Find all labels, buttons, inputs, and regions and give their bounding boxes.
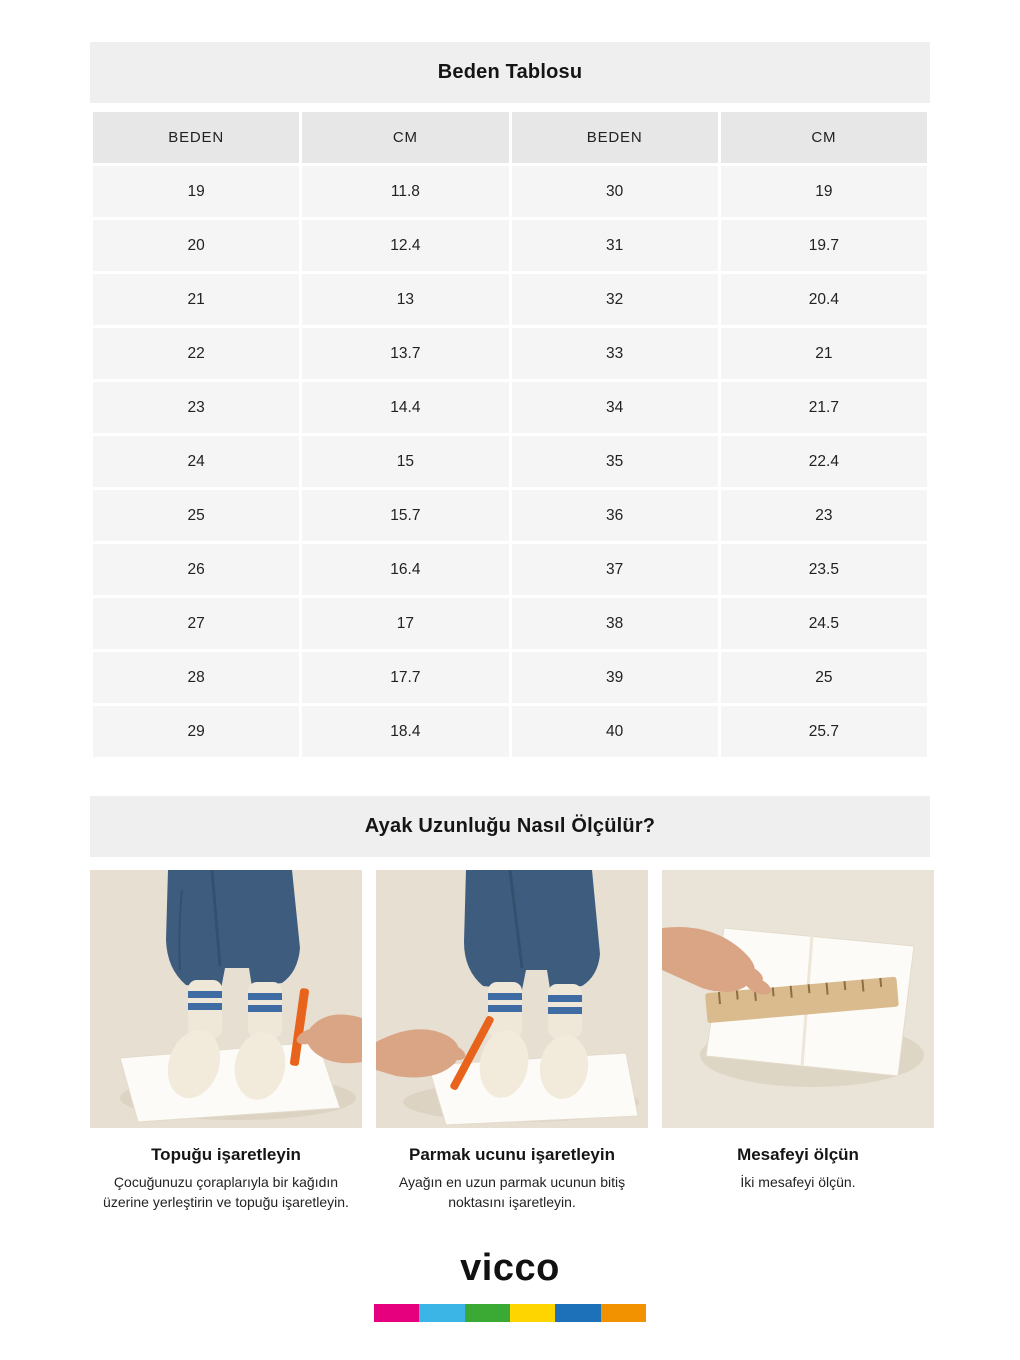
brand-color-segment xyxy=(510,1304,555,1322)
size-table-cell: 40 xyxy=(512,706,718,757)
brand-color-segment xyxy=(601,1304,646,1322)
header-beden-right: BEDEN xyxy=(512,112,718,163)
size-table-cell: 21 xyxy=(93,274,299,325)
size-table-cell: 35 xyxy=(512,436,718,487)
size-table-row xyxy=(93,274,927,325)
footer xyxy=(90,1247,930,1322)
size-table-header xyxy=(93,112,927,163)
size-table-cell: 12.4 xyxy=(302,220,508,271)
size-table-cell: 34 xyxy=(512,382,718,433)
brand-color-segment xyxy=(465,1304,510,1322)
step-desc-mark-heel: Çocuğunuzu çoraplarıyla bir kağıdın üzerine yerleştirin ve topuğu işaretleyin. xyxy=(103,1174,349,1211)
size-table-cell: 28 xyxy=(93,652,299,703)
step-mark-heel xyxy=(90,870,362,1213)
size-table-cell: 24.5 xyxy=(721,598,927,649)
size-table-cell: 19 xyxy=(721,166,927,217)
size-table-body xyxy=(93,166,927,757)
header-cm-right: CM xyxy=(721,112,927,163)
size-table-cell: 25 xyxy=(93,490,299,541)
size-table-cell: 19.7 xyxy=(721,220,927,271)
measure-section-title: Ayak Uzunluğu Nasıl Ölçülür? xyxy=(90,796,930,857)
size-table-row xyxy=(93,436,927,487)
size-table-cell: 23 xyxy=(721,490,927,541)
size-table-cell: 31 xyxy=(512,220,718,271)
size-table-row xyxy=(93,166,927,217)
size-table-row xyxy=(93,382,927,433)
size-table-cell: 17.7 xyxy=(302,652,508,703)
measure-steps xyxy=(90,870,930,1213)
size-table-cell: 27 xyxy=(93,598,299,649)
size-table-row xyxy=(93,598,927,649)
step-title-mark-toe: Parmak ucunu işaretleyin xyxy=(409,1145,615,1164)
size-table-cell: 33 xyxy=(512,328,718,379)
size-table-cell: 20 xyxy=(93,220,299,271)
size-table-cell: 25 xyxy=(721,652,927,703)
size-table-cell: 39 xyxy=(512,652,718,703)
step-title-mark-heel: Topuğu işaretleyin xyxy=(151,1145,301,1164)
size-table-row xyxy=(93,544,927,595)
size-table-cell: 22 xyxy=(93,328,299,379)
size-table-cell: 15 xyxy=(302,436,508,487)
size-table-cell: 30 xyxy=(512,166,718,217)
size-table-cell: 16.4 xyxy=(302,544,508,595)
step-title-measure-distance: Mesafeyi ölçün xyxy=(737,1145,859,1164)
size-table-cell: 25.7 xyxy=(721,706,927,757)
size-table-cell: 15.7 xyxy=(302,490,508,541)
size-table xyxy=(90,109,930,760)
size-table-cell: 21.7 xyxy=(721,382,927,433)
size-table-cell: 38 xyxy=(512,598,718,649)
size-table-cell: 22.4 xyxy=(721,436,927,487)
brand-color-segment xyxy=(374,1304,419,1322)
size-table-cell: 37 xyxy=(512,544,718,595)
size-table-row xyxy=(93,220,927,271)
brand-color-segment xyxy=(419,1304,464,1322)
brand-color-segment xyxy=(555,1304,600,1322)
size-table-cell: 13 xyxy=(302,274,508,325)
size-table-row xyxy=(93,706,927,757)
measure-distance-photo xyxy=(662,870,934,1128)
size-table-cell: 26 xyxy=(93,544,299,595)
size-table-cell: 29 xyxy=(93,706,299,757)
size-table-cell: 23 xyxy=(93,382,299,433)
step-desc-mark-toe: Ayağın en uzun parmak ucunun bitiş noktasını işaretleyin. xyxy=(398,1174,626,1211)
size-table-cell: 36 xyxy=(512,490,718,541)
step-measure-distance xyxy=(662,870,934,1213)
size-table-row xyxy=(93,328,927,379)
header-cm-left: CM xyxy=(302,112,508,163)
size-table-cell: 17 xyxy=(302,598,508,649)
step-mark-toe xyxy=(376,870,648,1213)
header-beden-left: BEDEN xyxy=(93,112,299,163)
size-table-cell: 32 xyxy=(512,274,718,325)
size-table-row xyxy=(93,490,927,541)
size-table-header-row xyxy=(93,112,927,163)
size-table-cell: 13.7 xyxy=(302,328,508,379)
size-table-cell: 24 xyxy=(93,436,299,487)
size-table-row xyxy=(93,652,927,703)
size-table-cell: 18.4 xyxy=(302,706,508,757)
mark-toe-photo xyxy=(376,870,648,1128)
step-desc-measure-distance: İki mesafeyi ölçün. xyxy=(740,1174,856,1190)
measure-section xyxy=(90,796,930,1213)
brand-color-bar xyxy=(374,1304,646,1322)
size-table-cell: 23.5 xyxy=(721,544,927,595)
size-table-cell: 21 xyxy=(721,328,927,379)
size-table-cell: 20.4 xyxy=(721,274,927,325)
size-chart-title: Beden Tablosu xyxy=(90,42,930,103)
size-table-cell: 19 xyxy=(93,166,299,217)
page-container xyxy=(90,0,930,1322)
mark-heel-photo xyxy=(90,870,362,1128)
brand-logo: vicco xyxy=(460,1246,560,1289)
size-table-cell: 11.8 xyxy=(302,166,508,217)
size-table-cell: 14.4 xyxy=(302,382,508,433)
